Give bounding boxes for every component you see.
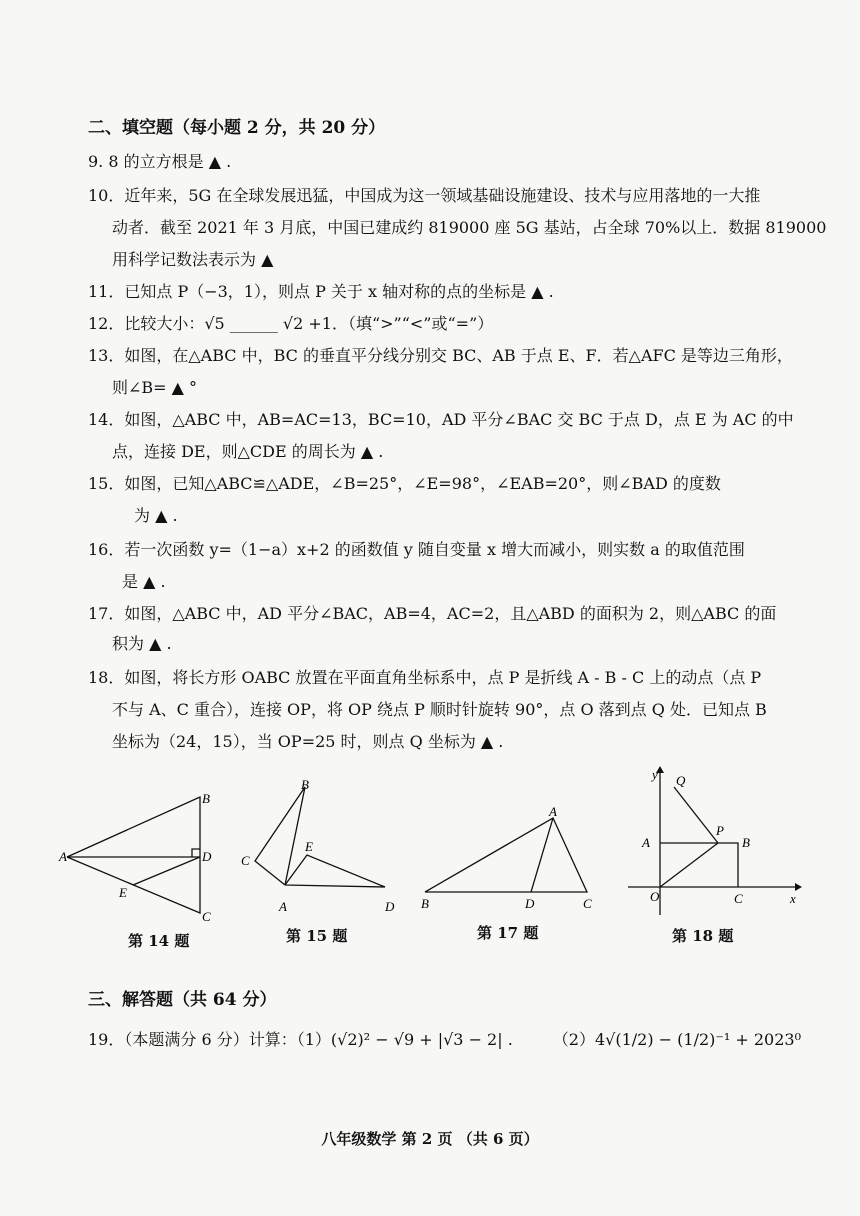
svg-text:B: B [301,777,309,792]
figure-17-diagram [415,800,615,920]
question-10-line3: 用科学记数法表示为 ▲ [112,250,274,269]
figure-15-caption: 第 15 题 [286,927,348,945]
question-9: 9. 8 的立方根是 ▲ . [88,152,232,171]
svg-text:B: B [742,835,750,850]
svg-text:Q: Q [676,773,686,788]
svg-text:D: D [202,849,212,864]
svg-text:C: C [734,891,743,906]
figure-14-diagram [55,785,225,925]
question-18-line1: 18．如图，将长方形 OABC 放置在平面直角坐标系中，点 P 是折线 A - B - C 上的动点（点 P [88,668,762,687]
svg-text:A: A [279,899,287,914]
figure-14-caption: 第 14 题 [128,932,190,950]
question-15-line2: 为 ▲ . [134,506,178,525]
svg-text:D: D [385,899,395,914]
page-footer: 八年级数学 第 2 页 （共 6 页） [321,1130,539,1148]
figure-17-caption: 第 17 题 [477,924,539,942]
section-heading-fill-in: 二、填空题（每小题 2 分，共 20 分） [88,118,386,138]
svg-text:O: O [650,889,660,904]
svg-text:B: B [421,896,429,911]
question-16-line1: 16．若一次函数 y=（1−a）x+2 的函数值 y 随自变量 x 增大而减小，则实数 a 的取值范围 [88,540,745,559]
question-15-line1: 15．如图，已知△ABC≌△ADE，∠B=25°，∠E=98°，∠EAB=20°，则∠BAD 的度数 [88,474,721,493]
question-10-line1: 10．近年来，5G 在全球发展迅猛，中国成为这一领域基础设施建设、技术与应用落地的一大推 [88,186,761,205]
question-19 [88,1030,801,1050]
question-14-line2: 点，连接 DE，则△CDE 的周长为 ▲ . [112,442,384,461]
svg-text:C: C [241,853,250,868]
svg-text:D: D [525,896,535,911]
question-17-line2: 积为 ▲ . [112,634,172,653]
figure-18-caption: 第 18 题 [672,927,734,945]
question-13-line2: 则∠B= ▲ ° [112,378,198,397]
svg-text:E: E [305,839,313,854]
question-11: 11．已知点 P（−3，1），则点 P 关于 x 轴对称的点的坐标是 ▲ . [88,282,554,301]
question-19-prefix: 19．（本题满分 6 分）计算：（1） [88,1030,331,1049]
question-17-line1: 17．如图，△ABC 中，AD 平分∠BAC，AB=4，AC=2，且△ABD 的面积为 2，则△ABC 的面 [88,604,777,623]
svg-text:E: E [119,885,127,900]
question-18-line3: 坐标为（24，15），当 OP=25 时，则点 Q 坐标为 ▲ . [112,732,504,751]
svg-text:y: y [652,767,658,782]
question-19-part2-label: （2） [552,1030,595,1049]
question-19-part1-expression: (√2)² − √9 + |√3 − 2| . [330,1030,513,1049]
question-16-line2: 是 ▲ . [122,572,166,591]
figure-18-coordinate-diagram [620,765,805,925]
question-14-line1: 14．如图，△ABC 中，AB=AC=13，BC=10，AD 平分∠BAC 交 BC 于点 D，点 E 为 AC 的中 [88,410,794,429]
question-10-line2: 动者．截至 2021 年 3 月底，中国已建成约 819000 座 5G 基站，占全球 70%以上．数据 819000 [112,218,827,237]
svg-text:P: P [716,823,724,838]
question-13-line1: 13．如图，在△ABC 中，BC 的垂直平分线分别交 BC、AB 于点 E、F．若△AFC 是等边三角形， [88,346,793,365]
question-12: 12．比较大小：√5 ______ √2 +1．（填“>”“<”或“=”） [88,314,494,333]
question-18-line2: 不与 A、C 重合），连接 OP，将 OP 绕点 P 顺时针旋转 90°，点 O 落到点 Q 处．已知点 B [112,700,767,719]
figure-15-diagram [235,775,410,925]
svg-text:x: x [790,891,796,906]
svg-text:B: B [202,791,210,806]
question-19-part2-expression: 4√(1/2) − (1/2)⁻¹ + 2023⁰ [594,1030,801,1049]
section-heading-solve: 三、解答题（共 64 分） [88,990,277,1010]
svg-text:A: A [59,849,67,864]
svg-text:C: C [202,909,211,924]
svg-text:A: A [642,835,650,850]
svg-text:A: A [549,804,557,819]
svg-text:C: C [583,896,592,911]
